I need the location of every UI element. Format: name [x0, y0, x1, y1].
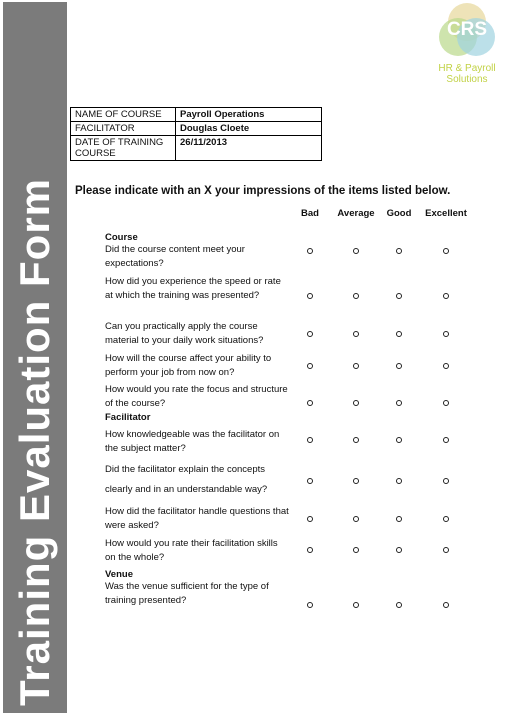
rating-radio-excellent[interactable] — [443, 516, 449, 522]
rating-radio-excellent[interactable] — [443, 400, 449, 406]
logo-initials: CRS — [446, 19, 488, 40]
question-text: Did the facilitator explain the concepts clearly and in an understandable way? — [105, 464, 268, 495]
training-date-label: DATE OF TRAINING COURSE — [71, 136, 176, 161]
rating-radio-bad[interactable] — [307, 331, 313, 337]
question-text: How did the facilitator handle questions that were asked? — [105, 506, 289, 531]
rating-radio-excellent[interactable] — [443, 331, 449, 337]
course-name-value: Payroll Operations — [176, 108, 322, 122]
instructions-text: Please indicate with an X your impressions of the items listed below. — [75, 185, 451, 197]
rating-radio-bad[interactable] — [307, 437, 313, 443]
rating-radio-average[interactable] — [353, 331, 359, 337]
rating-radio-average[interactable] — [353, 293, 359, 299]
rating-radio-excellent[interactable] — [443, 248, 449, 254]
rating-radio-average[interactable] — [353, 437, 359, 443]
rating-radio-average[interactable] — [353, 516, 359, 522]
course-info-row — [71, 122, 322, 136]
rating-radio-good[interactable] — [396, 331, 402, 337]
rating-radio-excellent[interactable] — [443, 363, 449, 369]
form-title: Training Evaluation Form — [11, 177, 58, 707]
rating-radio-good[interactable] — [396, 602, 402, 608]
rating-radio-bad[interactable] — [307, 293, 313, 299]
question-text: Can you practically apply the course material to your daily work situations? — [105, 321, 264, 346]
rating-radio-bad[interactable] — [307, 547, 313, 553]
section-heading-venue: Venue — [105, 569, 133, 580]
question-text: How knowledgeable was the facilitator on the subject matter? — [105, 429, 280, 454]
rating-radio-average[interactable] — [353, 478, 359, 484]
rating-radio-bad[interactable] — [307, 363, 313, 369]
course-info-row — [71, 136, 322, 161]
rating-radio-bad[interactable] — [307, 248, 313, 254]
rating-radio-average[interactable] — [353, 363, 359, 369]
rating-radio-bad[interactable] — [307, 602, 313, 608]
rating-radio-good[interactable] — [396, 547, 402, 553]
rating-header-good: Good — [386, 208, 412, 219]
rating-radio-bad[interactable] — [307, 400, 313, 406]
course-name-label: NAME OF COURSE — [71, 108, 176, 122]
rating-header-bad: Bad — [301, 208, 319, 219]
training-date-value: 26/11/2013 — [176, 136, 322, 161]
rating-radio-good[interactable] — [396, 516, 402, 522]
course-info-table — [70, 107, 322, 161]
rating-radio-average[interactable] — [353, 248, 359, 254]
rating-radio-average[interactable] — [353, 547, 359, 553]
question-text: Was the venue sufficient for the type of training presented? — [105, 581, 269, 606]
question-text: How would you rate their facilitation skills on the whole? — [105, 538, 278, 563]
logo-tagline-1: HR & Payroll — [438, 63, 496, 74]
rating-radio-bad[interactable] — [307, 478, 313, 484]
question-text: How would you rate the focus and structure of the course? — [105, 384, 288, 409]
question-text: Did the course content meet your expectations? — [105, 244, 245, 269]
rating-radio-good[interactable] — [396, 363, 402, 369]
rating-radio-good[interactable] — [396, 478, 402, 484]
section-heading-facilitator: Facilitator — [105, 412, 151, 423]
logo-tagline-2: Solutions — [446, 74, 488, 85]
crs-logo — [432, 2, 502, 84]
rating-radio-excellent[interactable] — [443, 437, 449, 443]
rating-header-excellent: Excellent — [425, 208, 467, 219]
rating-radio-excellent[interactable] — [443, 602, 449, 608]
question-text: How will the course affect your ability to perform your job from now on? — [105, 353, 272, 378]
logo-circles-icon — [437, 2, 497, 62]
question-text: How did you experience the speed or rate at which the training was presented? — [105, 276, 281, 301]
rating-header-average: Average — [337, 208, 375, 219]
facilitator-value: Douglas Cloete — [176, 122, 322, 136]
rating-radio-bad[interactable] — [307, 516, 313, 522]
rating-radio-good[interactable] — [396, 293, 402, 299]
section-heading-course: Course — [105, 232, 138, 243]
rating-radio-good[interactable] — [396, 437, 402, 443]
facilitator-label: FACILITATOR — [71, 122, 176, 136]
sidebar-band — [3, 2, 67, 713]
rating-radio-good[interactable] — [396, 400, 402, 406]
rating-radio-average[interactable] — [353, 602, 359, 608]
rating-radio-average[interactable] — [353, 400, 359, 406]
rating-radio-excellent[interactable] — [443, 293, 449, 299]
course-info-row — [71, 108, 322, 122]
rating-radio-excellent[interactable] — [443, 547, 449, 553]
rating-radio-good[interactable] — [396, 248, 402, 254]
rating-radio-excellent[interactable] — [443, 478, 449, 484]
